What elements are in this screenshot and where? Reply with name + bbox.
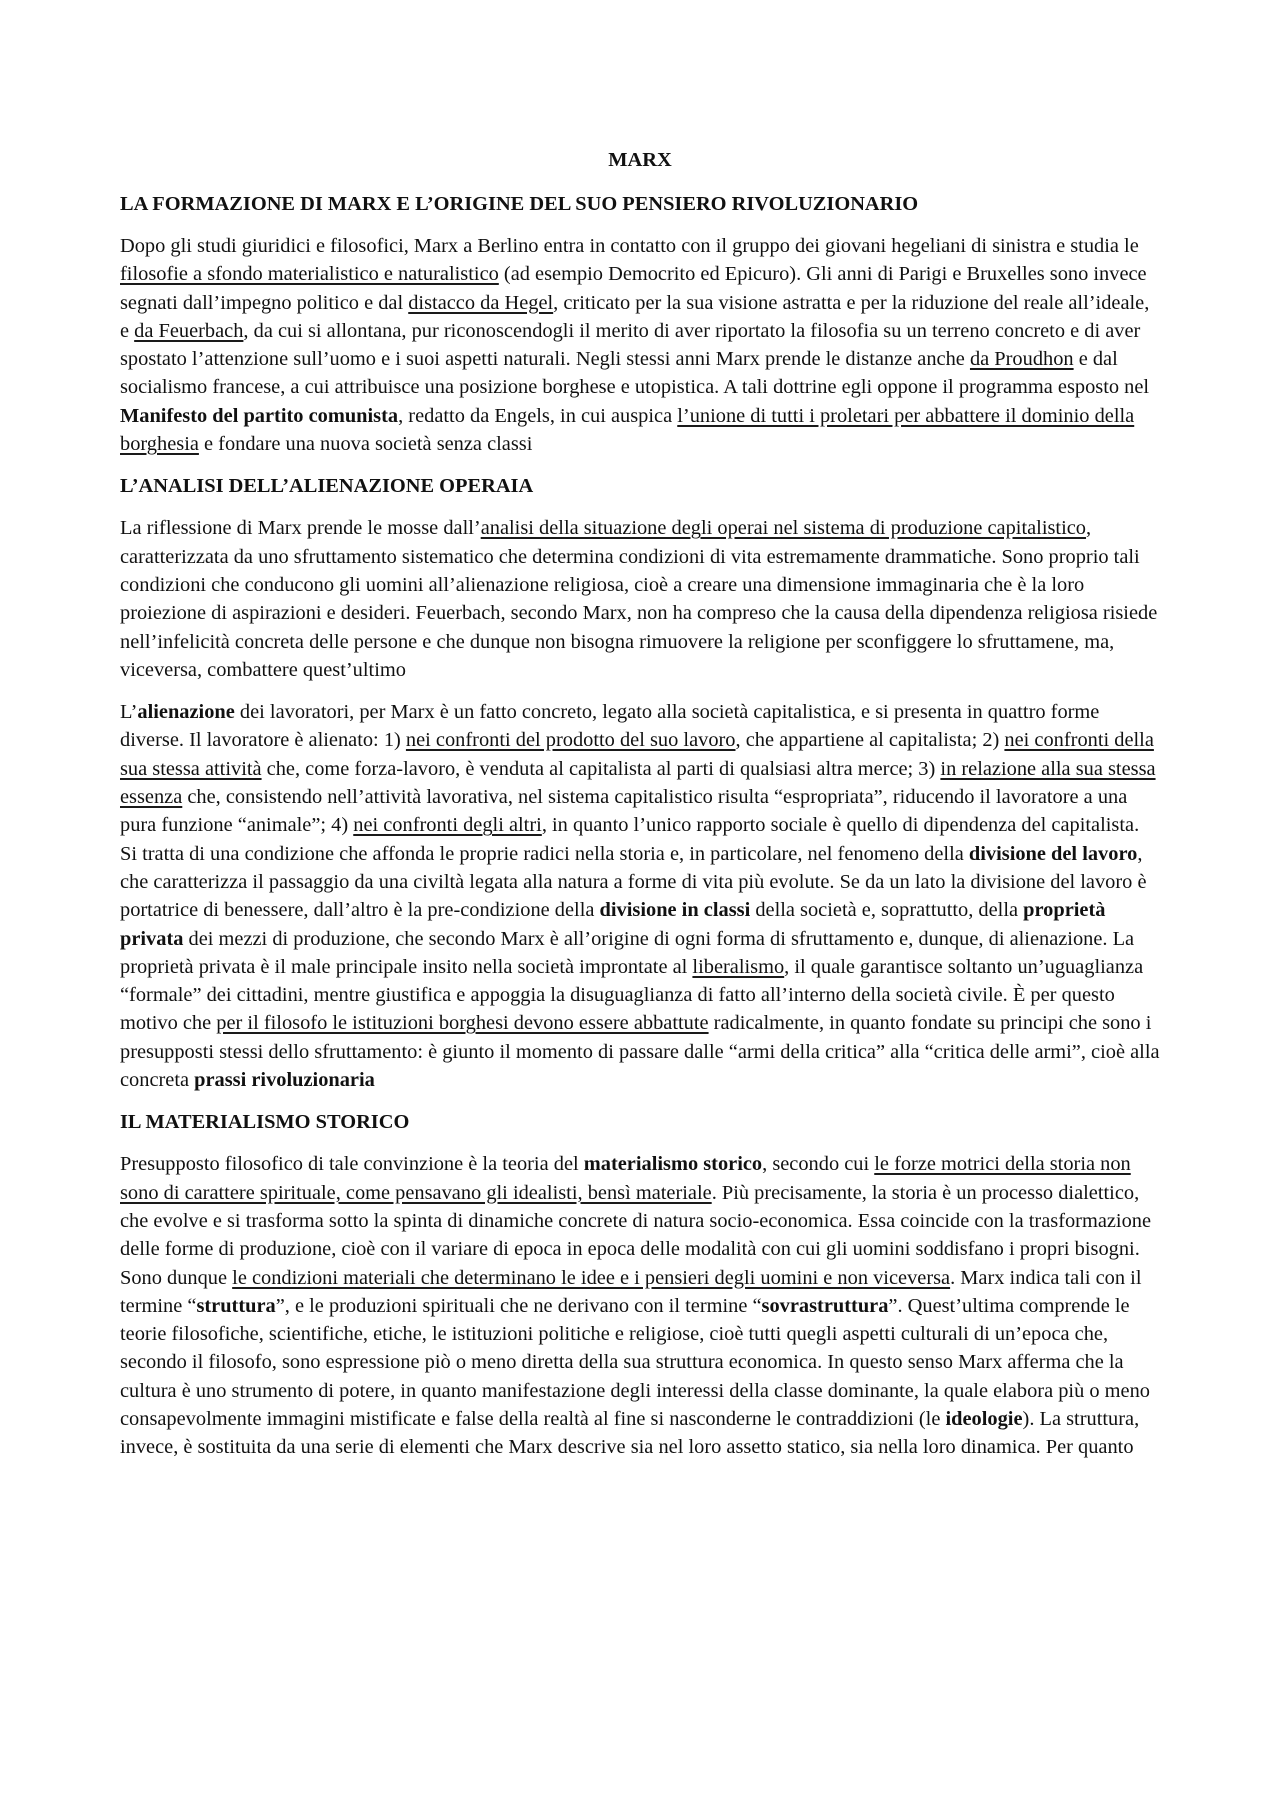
- underlined-phrase: l’unione di tutti i proletari per abbattere il dominio della borghesia: [120, 404, 1135, 456]
- section-heading: IL MATERIALISMO STORICO: [120, 1111, 410, 1134]
- underlined-phrase: per il filosofo le istituzioni borghesi devono essere abbattute: [216, 1012, 709, 1035]
- text-run: La riflessione di Marx prende le mosse dall’: [120, 517, 481, 540]
- underlined-phrase: nei confronti degli altri: [353, 814, 542, 837]
- text-run: , il quale garantisce soltanto un’uguaglianza “formale” dei cittadini, mentre giustifica e appoggia la disuguaglianza di fatto all’interno della società civile. È per questo motivo che: [120, 955, 1144, 1035]
- bold-term: materialismo storico: [583, 1153, 763, 1176]
- text-run: , caratterizzata da uno sfruttamento sistematico che determina condizioni di vita estremamente drammatiche. Sono proprio tali condizioni che conducono gli uomini all’alienazione religiosa, cioè a creare una dimensione immaginaria che è la loro proiezione di aspirazioni e desideri. Feuerbach, secondo Marx, non ha compreso che la causa della dipendenza religiosa risiede nell’infelicità concreta delle persone e che dunque non bisogna rimuovere la religione per sconfiggere lo sfruttamene, ma, viceversa, combattere quest’ultimo: [120, 517, 1158, 681]
- text-run: della società e, soprattutto, della: [750, 899, 1024, 922]
- underlined-phrase: da Proudhon: [969, 348, 1074, 371]
- bold-term: Manifesto del partito comunista: [120, 404, 399, 427]
- paragraph: [120, 698, 1160, 1094]
- bold-term: alienazione: [137, 701, 235, 724]
- bold-term: divisione in classi: [599, 899, 751, 922]
- bold-term: sovrastruttura: [761, 1294, 889, 1317]
- bold-term: proprietà privata: [120, 899, 1106, 950]
- underlined-phrase: nei confronti della sua stessa attività: [120, 729, 1154, 780]
- text-run: dei lavoratori, per Marx è un fatto concreto, legato alla società capitalistica, e si presenta in quattro forme diverse. Il lavoratore è alienato: 1): [120, 701, 1100, 752]
- text-run: , secondo cui: [762, 1153, 875, 1176]
- text-run: , da cui si allontana, pur riconoscendogli il merito di aver riportato la filosofia su un terreno concreto e di aver spostato l’attenzione sull’uomo e i suoi aspetti naturali. Negli stessi anni Marx prende le distanze anche: [120, 319, 1141, 371]
- underlined-phrase: filosofie a sfondo materialistico e naturalistico: [120, 263, 499, 286]
- text-run: Dopo gli studi giuridici e filosofici, Marx a Berlino entra in contatto con il gruppo dei giovani hegeliani di sinistra e studia le: [120, 235, 1139, 257]
- text-run: L’: [120, 701, 138, 724]
- bold-term: ideologie: [945, 1407, 1023, 1430]
- text-run: . Più precisamente, la storia è un processo dialettico, che evolve e si trasforma sotto la spinta di dinamiche concrete di natura socio-economica. Essa coincide con la trasformazione delle forme di produzione, cioè con il variare di epoca in epoca delle modalità con cui gli uomini soddisfano i propri bisogni. Sono dunque: [120, 1181, 1152, 1289]
- text-run: ). La struttura, invece, è sostituita da una serie di elementi che Marx descrive sia nel loro assetto statico, sia nella loro dinamica. Per quanto: [120, 1407, 1140, 1459]
- bold-term: prassi rivoluzionaria: [194, 1069, 375, 1092]
- underlined-phrase: in relazione alla sua stessa essenza: [120, 757, 1156, 809]
- document-body: [120, 190, 1160, 1462]
- underlined-phrase: da Feuerbach: [134, 319, 244, 342]
- text-run: (ad esempio Democrito ed Epicuro). Gli anni di Parigi e Bruxelles sono invece segnati dall’impegno politico e dal: [120, 263, 1147, 314]
- text-run: dei mezzi di produzione, che secondo Marx è all’origine di ogni forma di sfruttamento e, dunque, di alienazione. La proprietà privata è il male principale insito nella società improntate al: [120, 927, 1135, 978]
- underlined-phrase: distacco da Hegel: [408, 291, 554, 314]
- text-run: , redatto da Engels, in cui auspica: [398, 404, 678, 427]
- underlined-phrase: nei confronti del prodotto del suo lavoro: [405, 729, 736, 752]
- text-run: che, come forza-lavoro, è venduta al capitalista al parti di qualsiasi altra merce; 3): [261, 757, 941, 780]
- bold-term: struttura: [196, 1294, 276, 1317]
- text-run: ”, e le produzioni spirituali che ne derivano con il termine “: [275, 1294, 762, 1317]
- underlined-phrase: liberalismo: [692, 955, 785, 978]
- text-run: , che appartiene al capitalista; 2): [735, 729, 1005, 752]
- text-run: e dal socialismo francese, a cui attribuisce una posizione borghese e utopistica. A tali dottrine egli oppone il programma esposto nel: [120, 348, 1150, 399]
- bold-term: divisione del lavoro: [968, 842, 1138, 865]
- text-run: che, consistendo nell’attività lavorativa, nel sistema capitalistico risulta “espropriata”, riducendo il lavoratore a una pura funzione “animale”; 4): [120, 786, 1128, 837]
- document-page: [120, 146, 1160, 1476]
- underlined-phrase: analisi della situazione degli operai nel sistema di produzione capitalistico: [480, 517, 1087, 540]
- document-title: MARX: [608, 149, 672, 171]
- text-run: . Marx indica tali con il termine “: [120, 1266, 1142, 1317]
- underlined-phrase: le forze motrici della storia non sono di carattere spirituale, come pensavano gli idealisti, bensì materiale: [120, 1153, 1131, 1204]
- text-run: e fondare una nuova società senza classi: [198, 433, 533, 456]
- text-run: , criticato per la sua visione astratta e per la riduzione del reale all’ideale, e: [120, 291, 1150, 342]
- paragraph: [120, 514, 1160, 684]
- text-run: , in quanto l’unico rapporto sociale è quello di dipendenza del capitalista. Si tratta di una condizione che affonda le proprie radici nella storia e, in particolare, nel fenomeno della: [120, 814, 1140, 865]
- section-heading: L’ANALISI DELL’ALIENAZIONE OPERAIA: [120, 475, 534, 498]
- text-run: , che caratterizza il passaggio da una civiltà legata alla natura a forme di vita più evolute. Se da un lato la divisione del lavoro è portatrice di benessere, dall’altro è la pre-condizione della: [120, 842, 1147, 922]
- text-run: radicalmente, in quanto fondate su principi che sono i presupposti stessi dello sfruttamento: è giunto il momento di passare dalle “armi della critica” alla “critica delle armi”, cioè alla concreta: [120, 1012, 1160, 1092]
- paragraph: [120, 232, 1160, 458]
- section-heading: LA FORMAZIONE DI MARX E L’ORIGINE DEL SUO PENSIERO RIVOLUZIONARIO: [120, 193, 919, 215]
- text-run: ”. Quest’ultima comprende le teorie filosofiche, scientifiche, etiche, le istituzioni politiche e religiose, cioè tutti quegli aspetti culturali di un’epoca che, secondo il filosofo, sono espressione piò o meno diretta della sua struttura economica. In questo senso Marx afferma che la cultura è uno strumento di potere, in quanto manifestazione degli interessi della classe dominante, la quale elabora più o meno consapevolmente immagini mistificate e false della realtà al fine si nasconderne le contraddizioni (le: [120, 1294, 1150, 1430]
- text-run: Presupposto filosofico di tale convinzione è la teoria del: [120, 1153, 584, 1176]
- underlined-phrase: le condizioni materiali che determinano le idee e i pensieri degli uomini e non viceversa: [232, 1266, 951, 1289]
- paragraph: [120, 1150, 1160, 1461]
